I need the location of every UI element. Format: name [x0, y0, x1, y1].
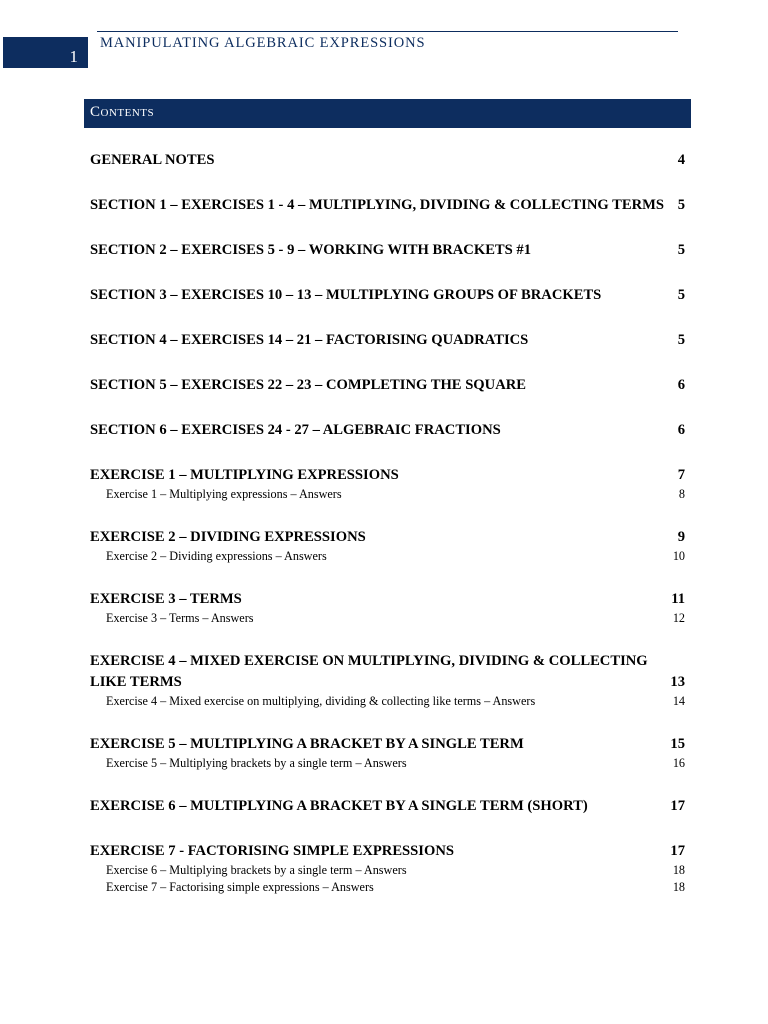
toc-entry — [90, 651, 685, 710]
toc-entry-title: EXERCISE 3 – TERMS — [90, 591, 242, 607]
toc-entry-link[interactable] — [90, 420, 685, 441]
toc-entry — [90, 240, 685, 261]
toc-entry-title: SECTION 5 – EXERCISES 22 – 23 – COMPLETING THE SQUARE — [90, 377, 527, 393]
toc-entry-title: SECTION 1 – EXERCISES 1 - 4 – MULTIPLYING, DIVIDING & COLLECTING TERMS — [90, 197, 665, 213]
toc-entry-page: 17 — [670, 843, 685, 859]
toc-subentry-page: 18 — [672, 880, 685, 894]
toc-subentry-link[interactable] — [90, 862, 685, 879]
toc-entry-page: 5 — [677, 197, 685, 213]
toc-entry-page: 4 — [677, 152, 685, 168]
toc-entry-link[interactable] — [90, 796, 685, 817]
toc-entry — [90, 195, 685, 216]
toc-subentry-title: Exercise 6 – Multiplying brackets by a single term – Answers — [106, 863, 407, 877]
toc-entry-title: EXERCISE 1 – MULTIPLYING EXPRESSIONS — [90, 467, 399, 483]
toc-subentry-page: 18 — [672, 863, 685, 877]
toc-entry-title: SECTION 3 – EXERCISES 10 – 13 – MULTIPLYING GROUPS OF BRACKETS — [90, 287, 602, 303]
toc-entry — [90, 527, 685, 565]
toc-entry-page: 17 — [670, 798, 685, 814]
toc-entry-title: EXERCISE 2 – DIVIDING EXPRESSIONS — [90, 529, 366, 545]
toc-subentry-title: Exercise 1 – Multiplying expressions – Answers — [106, 487, 342, 501]
toc-entry — [90, 796, 685, 817]
table-of-contents — [90, 150, 685, 920]
page-number-box — [3, 37, 88, 68]
toc-subentry-link[interactable] — [90, 548, 685, 565]
toc-entry — [90, 375, 685, 396]
toc-entry-link[interactable] — [90, 195, 685, 216]
toc-entry-link[interactable] — [90, 285, 685, 306]
toc-entry-title: SECTION 2 – EXERCISES 5 - 9 – WORKING WITH BRACKETS #1 — [90, 242, 532, 258]
toc-entry-page: 5 — [677, 242, 685, 258]
toc-entry-title: SECTION 4 – EXERCISES 14 – 21 – FACTORISING QUADRATICS — [90, 332, 529, 348]
running-title: MANIPULATING ALGEBRAIC EXPRESSIONS — [100, 35, 426, 51]
toc-entry-link[interactable] — [90, 240, 685, 261]
toc-entry-title: GENERAL NOTES — [90, 152, 215, 168]
toc-subentry-title: Exercise 7 – Factorising simple expressions – Answers — [106, 880, 374, 894]
toc-subentry-link[interactable] — [90, 879, 685, 896]
toc-entry — [90, 330, 685, 351]
toc-subentry-page: 8 — [678, 487, 685, 501]
toc-subentry-page: 16 — [672, 756, 685, 770]
toc-subentry-page: 10 — [672, 549, 685, 563]
toc-subentry-page: 14 — [672, 694, 685, 708]
page-number: 1 — [69, 47, 78, 66]
toc-entry-page: 5 — [677, 287, 685, 303]
toc-entry-page: 9 — [677, 529, 685, 545]
toc-entry-title: EXERCISE 4 – MIXED EXERCISE ON MULTIPLYING, DIVIDING & COLLECTING LIKE TERMS — [90, 653, 648, 690]
toc-entry-title: EXERCISE 6 – MULTIPLYING A BRACKET BY A SINGLE TERM (SHORT) — [90, 798, 588, 814]
toc-entry-link[interactable] — [90, 330, 685, 351]
toc-subentry-title: Exercise 2 – Dividing expressions – Answers — [106, 549, 327, 563]
toc-entry — [90, 465, 685, 503]
toc-subentry-page: 12 — [672, 611, 685, 625]
toc-entry-title: EXERCISE 5 – MULTIPLYING A BRACKET BY A SINGLE TERM — [90, 736, 524, 752]
contents-heading-bar — [84, 99, 691, 128]
toc-entry-link[interactable] — [90, 841, 685, 862]
toc-entry-link[interactable] — [90, 651, 685, 693]
toc-entry-page: 13 — [670, 674, 685, 690]
toc-entry-page: 6 — [677, 422, 685, 438]
toc-entry-title: SECTION 6 – EXERCISES 24 - 27 – ALGEBRAIC FRACTIONS — [90, 422, 501, 438]
contents-heading: Contents — [90, 104, 155, 120]
toc-entry-link[interactable] — [90, 734, 685, 755]
toc-entry-page: 5 — [677, 332, 685, 348]
toc-subentry-link[interactable] — [90, 693, 685, 710]
toc-entry — [90, 589, 685, 627]
toc-entry-page: 15 — [670, 736, 685, 752]
toc-subentry-title: Exercise 4 – Mixed exercise on multiplying, dividing & collecting like terms – Answers — [106, 694, 536, 708]
toc-entry — [90, 285, 685, 306]
toc-entry — [90, 841, 685, 896]
toc-entry — [90, 150, 685, 171]
toc-entry-page: 11 — [671, 591, 685, 607]
toc-entry — [90, 420, 685, 441]
toc-subentry-link[interactable] — [90, 610, 685, 627]
toc-entry-page: 7 — [677, 467, 685, 483]
toc-entry-link[interactable] — [90, 375, 685, 396]
toc-subentry-link[interactable] — [90, 486, 685, 503]
toc-entry-link[interactable] — [90, 465, 685, 486]
toc-entry-page: 6 — [677, 377, 685, 393]
toc-subentry-title: Exercise 5 – Multiplying brackets by a single term – Answers — [106, 756, 407, 770]
toc-entry-link[interactable] — [90, 527, 685, 548]
toc-entry — [90, 734, 685, 772]
toc-entry-link[interactable] — [90, 150, 685, 171]
toc-entry-link[interactable] — [90, 589, 685, 610]
toc-entry-title: EXERCISE 7 - FACTORISING SIMPLE EXPRESSIONS — [90, 843, 454, 859]
toc-subentry-title: Exercise 3 – Terms – Answers — [106, 611, 254, 625]
toc-subentry-link[interactable] — [90, 755, 685, 772]
header-rule — [97, 31, 678, 32]
